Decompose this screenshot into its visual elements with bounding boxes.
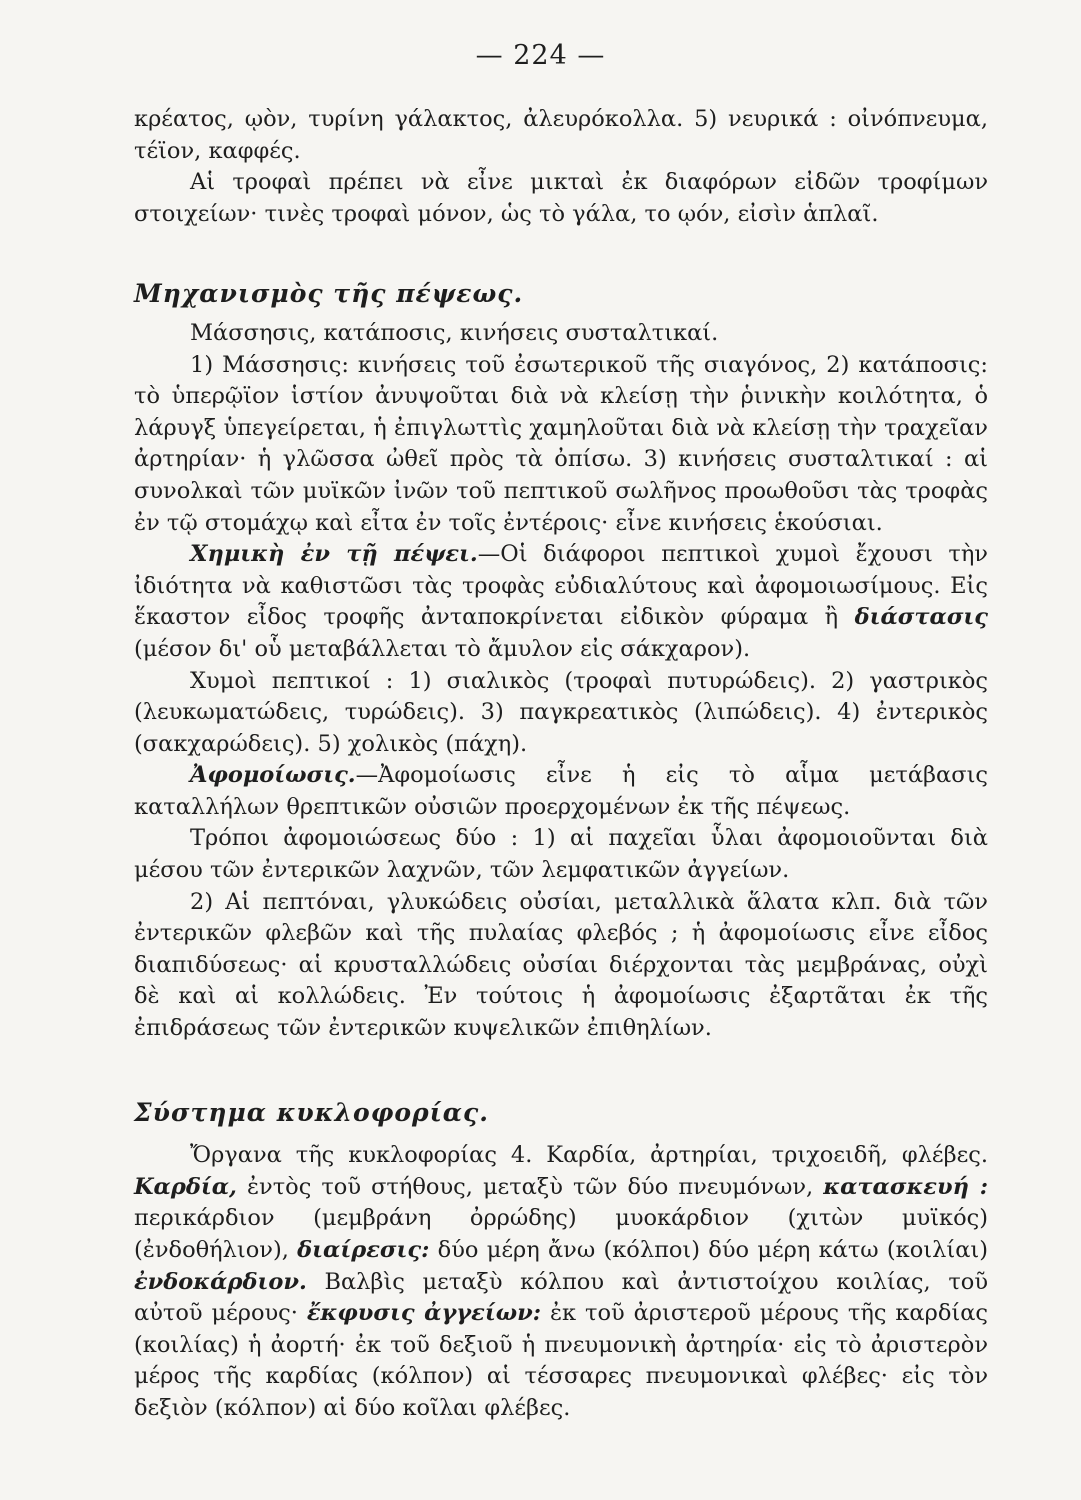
term-vessel-origin: ἔκφυσις ἀγγείων:: [306, 1300, 542, 1327]
paragraph-10-text-f: ἐκ τοῦ ἀριστεροῦ μέρους τῆς καρδίας (κοιλίας) ἡ ἀορτή· ἐκ τοῦ δεξιοῦ ἡ πνευμονικὴ ἀρτηρία· εἰς τὸ ἀριστερὸν μέρος τῆς καρδίας (κόλπον) αἱ τέσσαρες πνευμονικαὶ φλέβες· εἰς τὸν δεξιὸν (κόλπον) αἱ δύο κοῖλαι φλέβες.: [134, 1300, 989, 1421]
paragraph-6: Χυμοὶ πεπτικοί : 1) σιαλικὸς (τροφαὶ πυτυρώδεις). 2) γαστρικὸς (λευκωματώδεις, τυρώδεις). 3) παγκρεατικὸς (λιπώδεις). 4) ἐντερικὸς (σακχαρώδεις). 5) χολικὸς (πάχη).: [134, 667, 988, 757]
paragraph-1: κρέατος, ῳὸν, τυρίνη γάλακτος, ἀλευρόκολλα. 5) νευρικά : οἰνόπνευμα, τέϊον, καφφές.: [134, 106, 988, 164]
section-heading-circulation: Σύστημα κυκλοφορίας.: [134, 1097, 489, 1127]
paragraph-10-text-c: περικάρδιον (μεμβράνη ὀρρώδης) μυοκάρδιον (χιτὼν μυϊκός) (ἐνδοθήλιον),: [134, 1205, 988, 1263]
body-text: [134, 104, 988, 1425]
paragraph-10: [134, 1140, 988, 1424]
term-heart: Καρδία,: [134, 1173, 237, 1200]
paragraph-7: [134, 760, 988, 823]
term-diastasis: διάστασις: [854, 604, 988, 631]
term-endocardium: ἐνδοκάρδιον.: [134, 1268, 307, 1295]
paragraph-5: [134, 539, 988, 665]
paragraph-9: 2) Αἱ πεπτόναι, γλυκώδεις οὐσίαι, μεταλλικὰ ἅλατα κλπ. διὰ τῶν ἐντερικῶν φλεβῶν καὶ τῆς πυλαίας φλεβός ; ἡ ἀφομοίωσις εἶνε εἶδος διαπιδύσεως· αἱ κρυσταλλώδεις οὐσίαι διέρχονται τὰς μεμβράνας, οὐχὶ δὲ καὶ αἱ κολλώδεις. Ἐν τούτοις ἡ ἀφομοίωσις ἐξαρτᾶται ἐκ τῆς ἐπιδράσεως τῶν ἐντερικῶν κυψελικῶν ἐπιθηλίων.: [134, 888, 988, 1042]
term-division: διαίρεσις:: [297, 1237, 430, 1263]
paragraph-5-text-a: —Οἱ διάφοροι πεπτικοὶ χυμοὶ ἔχουσι τὴν ἰδιότητα νὰ καθιστῶσι τὰς τροφὰς εὐδιαλύτους καὶ ἀφομοιωσίμους. Εἰς ἕκαστον εἶδος τροφῆς ἀνταποκρίνεται εἰδικὸν φύραμα ἢ: [134, 541, 988, 631]
paragraph-7-text: —Ἀφομοίωσις εἶνε ἡ εἰς τὸ αἷμα μετάβασις καταλλήλων θρεπτικῶν οὐσιῶν προερχομένων ἐκ τῆς πέψεως.: [134, 762, 988, 820]
page-number: — 224 —: [475, 40, 606, 71]
term-chemistry: Χημικὴ ἐν τῇ πέψει.: [190, 541, 478, 568]
paragraph-3: Μάσσησις, κατάποσις, κινήσεις συσταλτικαί.: [190, 319, 719, 346]
paragraph-10-text-b: ἐντὸς τοῦ στήθους, μεταξὺ τῶν δύο πνευμόνων,: [236, 1173, 824, 1200]
paragraph-2: Αἱ τροφαὶ πρέπει νὰ εἶνε μικταὶ ἐκ διαφόρων εἰδῶν τροφίμων στοιχείων· τινὲς τροφαὶ μόνον, ὡς τὸ γάλα, το ῳόν, εἰσὶν ἁπλαῖ.: [134, 169, 988, 227]
paragraph-10-text-a: Ὄργανα τῆς κυκλοφορίας 4. Καρδία, ἀρτηρίαι, τριχοειδῆ, φλέβες.: [190, 1142, 988, 1169]
term-assimilation: Ἀφομοίωσις.: [190, 762, 356, 789]
section-heading-digestion: Μηχανισμὸς τῆς πέψεως.: [134, 279, 524, 309]
paragraph-5-text-b: (μέσον δι' οὗ μεταβάλλεται τὸ ἄμυλον εἰς σάκχαρον).: [134, 635, 751, 662]
paragraph-10-text-e: Βαλβὶς μεταξὺ κόλπου καὶ ἀντιστοίχου κοιλίας, τοῦ αὐτοῦ μέρους·: [134, 1268, 988, 1327]
paragraph-10-text-d: δύο μέρη ἄνω (κόλποι) δύο μέρη κάτω (κοιλίαι): [429, 1237, 988, 1263]
paragraph-4: 1) Μάσσησις: κινήσεις τοῦ ἐσωτερικοῦ τῆς σιαγόνος, 2) κατάποσις: τὸ ὑπερῷϊον ἱστίον ἀνυψοῦται διὰ νὰ κλείσῃ τὴν ῥινικὴν κοιλότητα, ὁ λάρυγξ ὑπεγείρεται, ἡ ἐπιγλωττὶς χαμηλοῦται διὰ νὰ κλείσῃ τὴν τραχεῖαν ἀρτηρίαν· ἡ γλῶσσα ὠθεῖ πρὸς τὰ ὀπίσω. 3) κινήσεις συσταλτικαί : αἱ συνολκαὶ τῶν μυϊκῶν ἰνῶν τοῦ πεπτικοῦ σωλῆνος προωθοῦσι τὰς τροφὰς ἐν τῷ στομάχῳ καὶ εἶτα ἐν τοῖς ἐντέροις· εἶνε κινήσεις ἑκούσιαι.: [134, 351, 988, 536]
term-structure: κατασκευή :: [823, 1173, 988, 1200]
paragraph-8: Τρόποι ἀφομοιώσεως δύο : 1) αἱ παχεῖαι ὗλαι ἀφομοιοῦνται διὰ μέσου τῶν ἐντερικῶν λαχνῶν, τῶν λεμφατικῶν ἀγγείων.: [134, 825, 988, 884]
